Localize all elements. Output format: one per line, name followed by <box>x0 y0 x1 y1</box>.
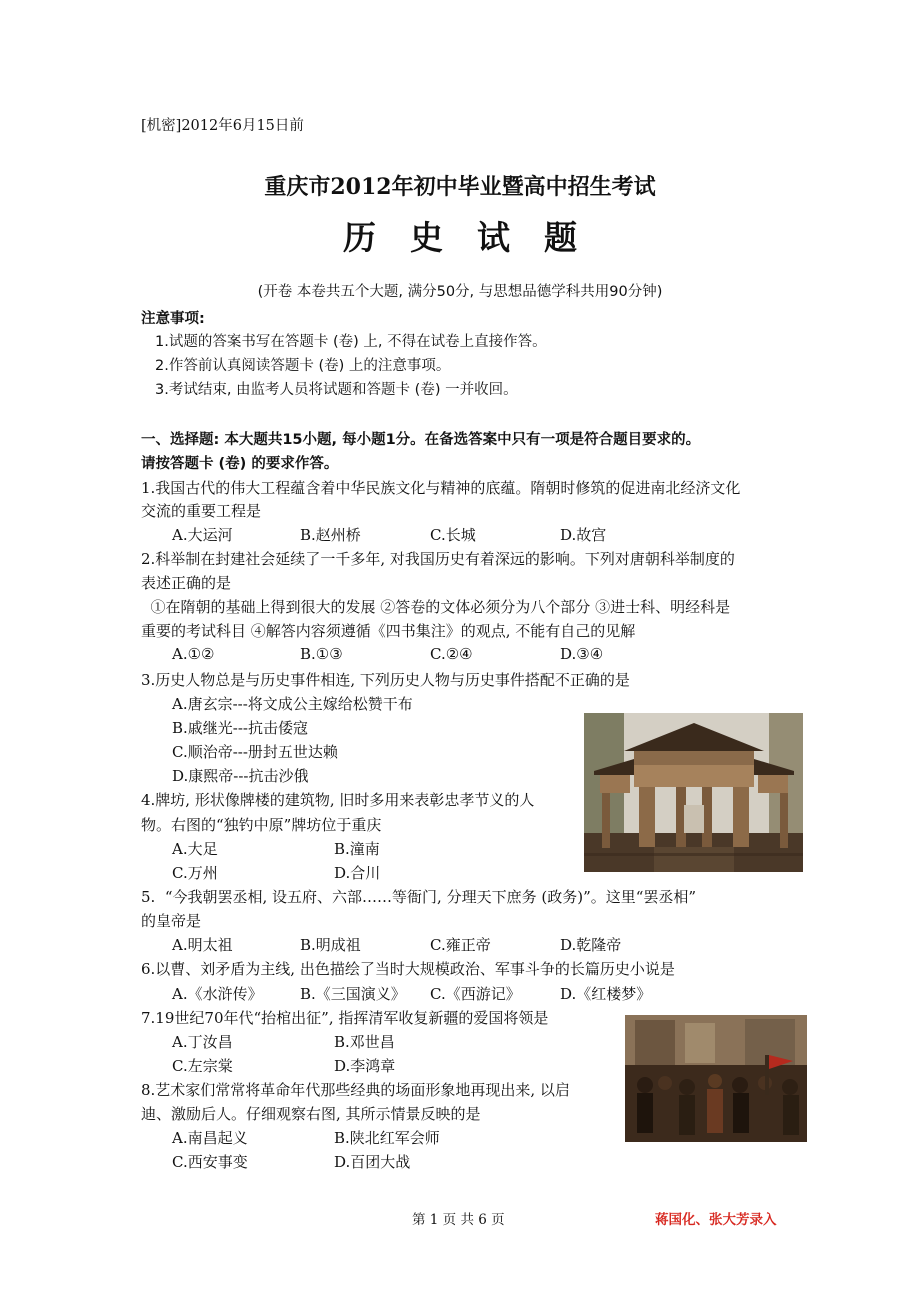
option-b: B.陕北红军会师 <box>334 1129 440 1147</box>
option-d: D.故宫 <box>560 526 607 544</box>
confidential-note: [机密]2012年6月15日前 <box>141 118 304 134</box>
transcriber-credit: 蒋国化、张大芳录入 <box>655 1212 777 1228</box>
option-d: D.康熙帝---抗击沙俄 <box>172 767 309 785</box>
option-b: B.①③ <box>300 645 343 663</box>
option-a: A.唐玄宗---将文成公主嫁给松赞干布 <box>172 695 413 713</box>
question-statements: ①在隋朝的基础上得到很大的发展 ②答卷的文体必须分为八个部分 ③进士科、明经科是 <box>141 598 731 616</box>
question-text: 交流的重要工程是 <box>141 502 262 520</box>
question-text: 7.19世纪70年代“抬棺出征”, 指挥清军收复新疆的爱国将领是 <box>141 1009 549 1027</box>
question-text: 6.以曹、刘矛盾为主线, 出色描绘了当时大规模政治、军事斗争的长篇历史小说是 <box>141 960 675 978</box>
option-d: D.《红楼梦》 <box>560 985 652 1003</box>
subject-title: 历史试题 <box>343 218 611 257</box>
option-c: C.左宗棠 <box>172 1057 233 1075</box>
option-c: C.②④ <box>430 645 473 663</box>
option-c: C.《西游记》 <box>430 985 521 1003</box>
question-text: 4.牌坊, 形状像牌楼的建筑物, 旧时多用来表彰忠孝节义的人 <box>141 791 535 809</box>
option-b: B.邓世昌 <box>334 1033 395 1051</box>
section-heading: 一、选择题: 本大题共15小题, 每小题1分。在备选答案中只有一项是符合题目要求的。 <box>141 432 701 448</box>
option-a: A.大运河 <box>172 526 233 544</box>
option-c: C.顺治帝---册封五世达赖 <box>172 743 338 761</box>
option-c: C.西安事变 <box>172 1153 248 1171</box>
option-d: D.百团大战 <box>334 1153 411 1171</box>
question-text: 1.我国古代的伟大工程蕴含着中华民族文化与精神的底蕴。隋朝时修筑的促进南北经济文化 <box>141 479 741 497</box>
option-a: A.①② <box>172 645 215 663</box>
option-d: D.李鸿章 <box>334 1057 396 1075</box>
question-text: 5. “今我朝罢丞相, 设五府、六部……等衙门, 分理天下庶务 (政务)”。这里“罢丞相” <box>141 888 697 906</box>
option-a: A.大足 <box>172 840 218 858</box>
question-statements: 重要的考试科目 ④解答内容须遵循《四书集注》的观点, 不能有自己的见解 <box>141 622 636 640</box>
note-item: 2.作答前认真阅读答题卡 (卷) 上的注意事项。 <box>155 358 451 374</box>
option-a: A.《水浒传》 <box>172 985 263 1003</box>
exam-info: (开卷 本卷共五个大题, 满分50分, 与思想品德学科共用90分钟) <box>257 284 663 300</box>
note-item: 1.试题的答案书写在答题卡 (卷) 上, 不得在试卷上直接作答。 <box>155 334 547 350</box>
question-text: 2.科举制在封建社会延续了一千多年, 对我国历史有着深远的影响。下列对唐朝科举制度的 <box>141 550 735 568</box>
historical-painting-photo <box>625 1015 807 1142</box>
option-b: B.《三国演义》 <box>300 985 406 1003</box>
option-b: B.赵州桥 <box>300 526 361 544</box>
option-c: C.雍正帝 <box>430 936 491 954</box>
option-a: A.南昌起义 <box>172 1129 248 1147</box>
option-a: A.明太祖 <box>172 936 233 954</box>
option-b: B.潼南 <box>334 840 380 858</box>
question-text: 迪、激励后人。仔细观察右图, 其所示情景反映的是 <box>141 1105 481 1123</box>
page-number: 第 1 页 共 6 页 <box>412 1212 505 1228</box>
exam-title: 重庆市2012年初中毕业暨高中招生考试 <box>264 174 656 200</box>
option-d: D.合川 <box>334 864 381 882</box>
question-text: 的皇帝是 <box>141 912 202 930</box>
notes-heading: 注意事项: <box>141 311 205 327</box>
question-text: 物。右图的“独钓中原”牌坊位于重庆 <box>141 816 382 834</box>
section-heading-line2: 请按答题卡 (卷) 的要求作答。 <box>141 456 339 472</box>
option-d: D.乾隆帝 <box>560 936 622 954</box>
paifang-photo <box>584 713 803 872</box>
option-b: B.戚继光---抗击倭寇 <box>172 719 308 737</box>
option-c: C.万州 <box>172 864 218 882</box>
option-c: C.长城 <box>430 526 476 544</box>
question-text: 8.艺术家们常常将革命年代那些经典的场面形象地再现出来, 以启 <box>141 1081 570 1099</box>
question-text: 表述正确的是 <box>141 574 232 592</box>
option-b: B.明成祖 <box>300 936 361 954</box>
option-d: D.③④ <box>560 645 604 663</box>
note-item: 3.考试结束, 由监考人员将试题和答题卡 (卷) 一并收回。 <box>155 382 518 398</box>
question-text: 3.历史人物总是与历史事件相连, 下列历史人物与历史事件搭配不正确的是 <box>141 671 630 689</box>
option-a: A.丁汝昌 <box>172 1033 233 1051</box>
